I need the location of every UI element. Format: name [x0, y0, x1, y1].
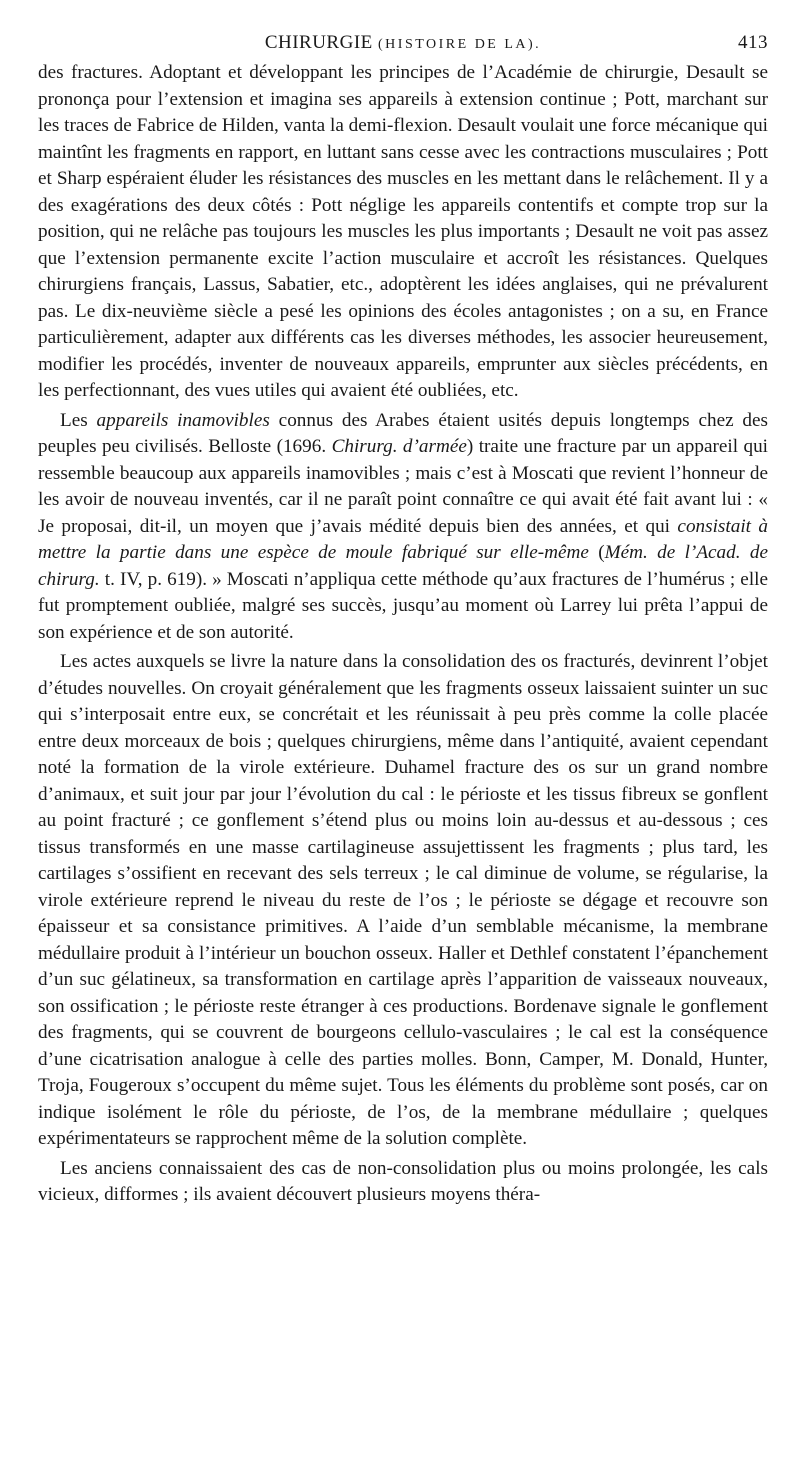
paragraph — [38, 60, 768, 405]
paragraph — [38, 408, 768, 647]
running-header — [38, 26, 768, 60]
italic-text: appareils inamovibles — [96, 409, 270, 431]
text-run: t. IV, p. 619). » Moscati n’appliqua cette méthode qu’aux fractures de l’humérus ; elle fut promptement oubliée, malgré ses succès, jusqu’au moment où Larrey lui prêta l’appui de son expérience et de son autorité. — [38, 568, 768, 643]
header-title-sub: (HISTOIRE DE LA). — [378, 37, 542, 52]
header-title — [38, 32, 768, 54]
page — [38, 26, 768, 1212]
text-run: ( — [588, 542, 605, 563]
footer-print-marks — [130, 1442, 760, 1446]
paragraph — [38, 1156, 768, 1209]
body-text — [38, 60, 768, 1209]
paragraph — [38, 649, 768, 1153]
text-run: Les actes auxquels se livre la nature dans la consolidation des os fracturés, devinrent l’objet d’études nouvelles. On croyait généralement que les fragments osseux laissaient suinter un suc qui s’interposait entre eux, se concrétait et les réunissait à peu près comme la colle placée entre deux morceaux de bois ; quelques chirurgiens, même dans l’antiquité, avaient cependant noté la formation de la virole extérieure. Duhamel fracture des os sur un grand nombre d’animaux, et suit jour par jour l’évolution du cal : le périoste et les tissus fibreux se gonflent au point fracturé ; ce gonflement s’étend plus ou moins loin au-dessus et au-dessous ; ces tissus transformés en une masse cartilagineuse assujettissent les fragments ; plus tard, les cartilages s’ossifient en recevant des sels terreux ; le cal diminue de volume, se régularise, la virole extérieure reprend le niveau du reste de l’os ; le périoste se dégage et recouvre son épaisseur et sa consistance primitives. A l’aide d’un semblable mécanisme, la membrane médullaire produit à l’intérieur un bouchon osseux. Haller et Dethlef constatent l’épanchement d’un suc gélatineux, sa transformation en cartilage après l’apparition de vaisseaux nouveaux, son ossification ; le périoste reste étranger à ces productions. Bordenave signale le gonflement des fragments, qui se couvrent de bourgeons cellulo-vasculaires ; le cal est la conséquence d’une cicatrisation analogue à celle des parties molles. Bonn, Camper, M. Donald, Hunter, Troja, Fougeroux s’occupent du même sujet. Tous les éléments du problème sont posés, car on indique isolément le rôle du périoste, de l’os, de la membrane médullaire ; quelques expérimentateurs se rapprochent même de la solution complète. — [38, 651, 768, 1149]
text-run: ) traite une fracture par un appareil qui ressemble beaucoup aux appareils inamovibles ; mais c’est à Moscati que revient l’honneur de les avoir de nouveau inventés, car il ne paraît point connaître ce qui avait été fait avant lui : « Je proposai, dit-il, un moyen que j’avais médité depuis bien des années, et qui — [38, 436, 768, 537]
text-run: des fractures. Adoptant et développant les principes de l’Académie de chirurgie, Desault se prononça pour l’extension et imagina ses appareils à extension continue ; Pott, marchant sur les traces de Fabrice de Hilden, vanta la demi-flexion. Desault voulait une force mécanique qui maintînt les fragments en rapport, en luttant sans cesse avec les contractions musculaires ; Pott et Sharp espéraient éluder les résistances des muscles en les mettant dans le relâchement. Il y a des exagérations des deux côtés : Pott néglige les appareils contentifs et compte trop sur la position, qui ne relâche pas toujours les muscles les plus importants ; Desault ne voit pas assez que l’extension permanente excite l’action musculaire et accroît les résistances. Quelques chirurgiens français, Lassus, Sabatier, etc., adoptèrent les idées anglaises, qui ne prévalurent pas. Le dix-neuvième siècle a pesé les opinions des écoles antagonistes ; on a su, en France particulièrement, adapter aux différents cas les diverses méthodes, les associer heureusement, modifier les procédés, inventer de nouveaux appareils, emprunter aux siècles précédents, en les perfectionnant, des vues utiles qui avaient été oubliées, etc. — [38, 62, 768, 401]
text-run: Les — [60, 409, 97, 431]
header-title-main: CHIRURGIE — [264, 32, 373, 53]
italic-text: Chirurg. d’armée — [331, 436, 467, 457]
text-run: Les anciens connaissaient des cas de non-consolidation plus ou moins prolongée, les cals vicieux, difformes ; ils avaient découvert plusieurs moyens théra- — [38, 1157, 768, 1205]
italic-text: Mém. de l’Acad. de chirurg. — [38, 542, 768, 590]
italic-text: consistait à mettre la partie dans une espèce de moule fabriqué sur elle-même — [38, 515, 768, 563]
text-run: connus des Arabes étaient usités depuis longtemps chez des peuples peu civilisés. Belloste (1696. — [38, 409, 769, 457]
page-number: 413 — [738, 32, 768, 53]
